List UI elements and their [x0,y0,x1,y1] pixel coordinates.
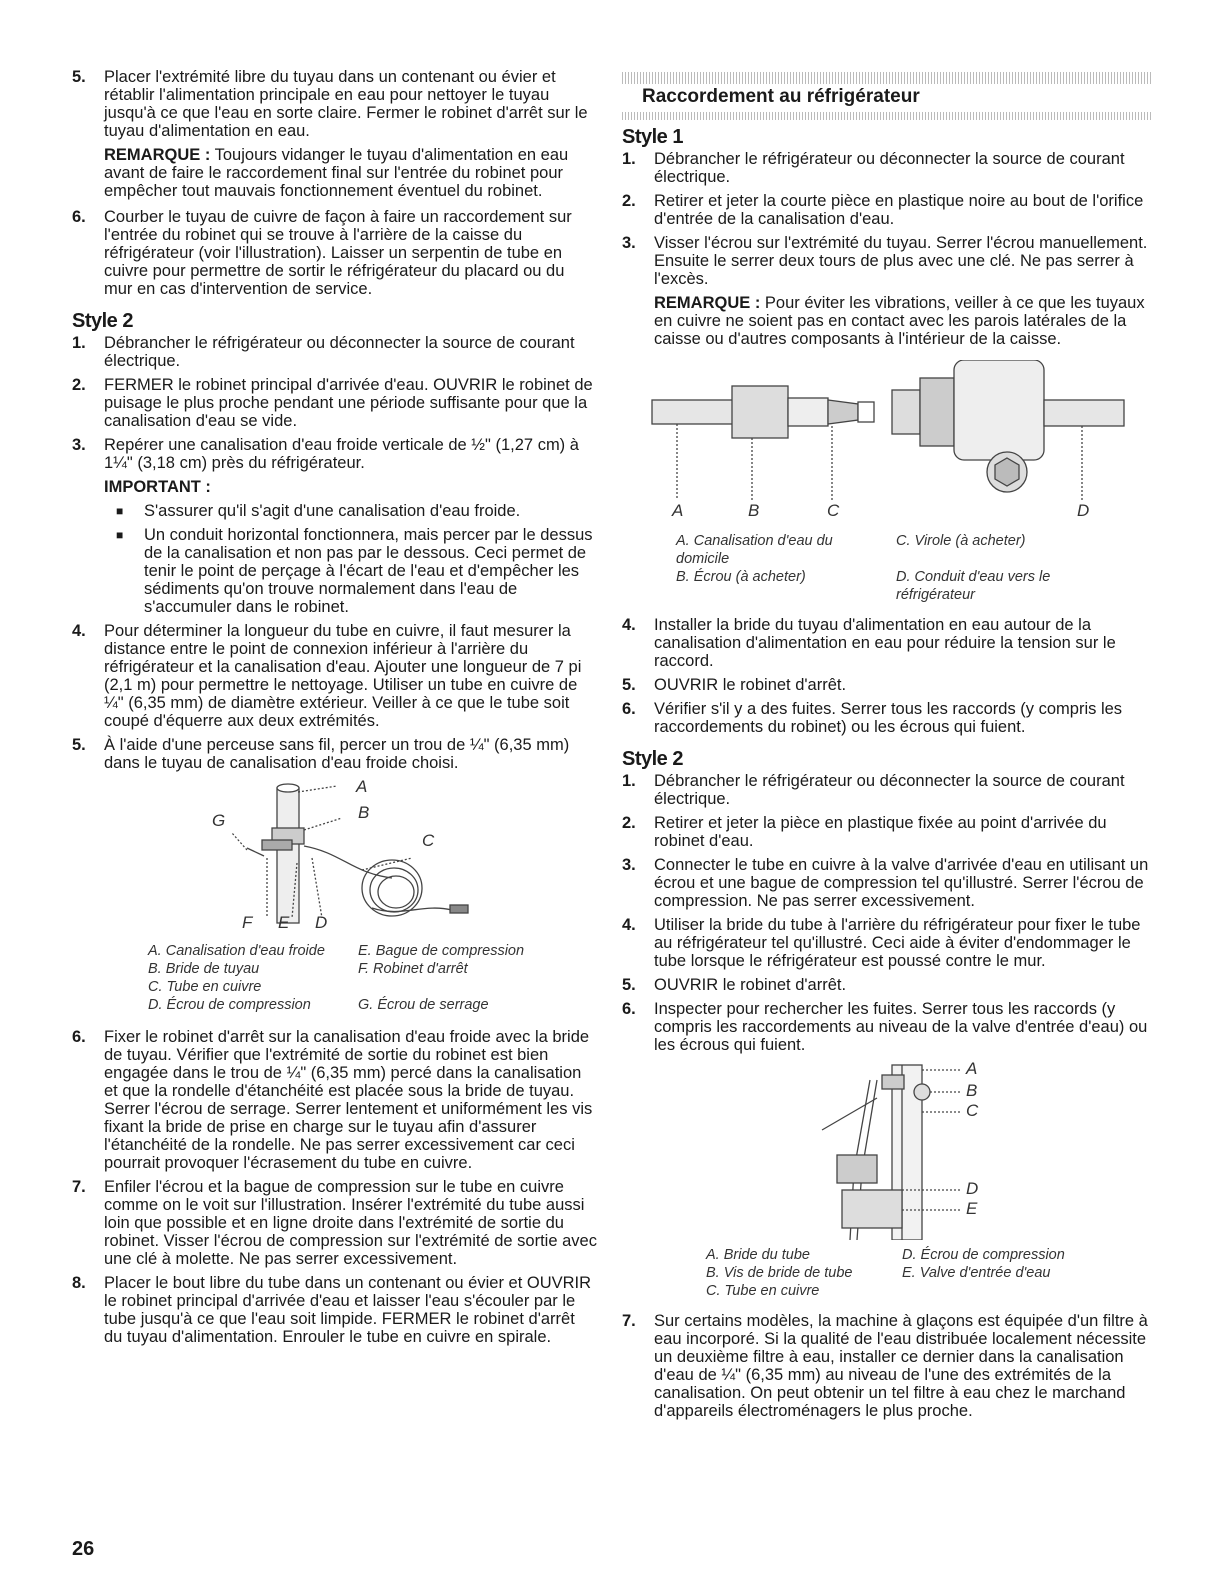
list-item [622,700,1152,736]
list-item [72,436,597,472]
inlet-valve-illustration [622,1060,1152,1240]
item-number: 8. [72,1274,86,1292]
item-number: 2. [622,192,636,210]
caption-entry: C. Tube en cuivre [706,1283,820,1299]
fig-label: E [278,913,290,932]
fig-label: D [315,913,328,932]
fig-label: B [358,803,370,822]
inlet-valve-drawing [622,1060,1152,1240]
fig-label: A [672,501,684,520]
list-item [622,976,1152,994]
fig-label: A [966,1059,978,1078]
item-number: 7. [72,1178,86,1196]
caption-entry: F. Robinet d'arrêt [358,961,468,977]
list-item [72,334,597,370]
item-number: 1. [72,334,86,352]
caption-entry: A. Bride du tube [706,1247,810,1263]
item-text: Débrancher le réfrigérateur ou déconnecter la source de courant électrique. [654,772,1125,808]
fig-label: D [1077,501,1090,520]
caption-entry: A. Canalisation d'eau du domicile [676,533,833,567]
caption-entry: D. Conduit d'eau vers le réfrigérateur [896,569,1051,603]
shutoff-valve-illustration [72,778,597,934]
list-item [622,234,1152,288]
list-item [72,736,597,772]
item-text: Visser l'écrou sur l'extrémité du tuyau. Serrer l'écrou manuellement. Ensuite le serrer deux tours de plus avec une clé. Ne pas serrer à l'excès. [654,234,1148,288]
item-text: Courber le tuyau de cuivre de façon à faire un raccordement sur l'entrée du robinet qui se trouve à l'arrière de la caisse du réfrigérateur (voir l'illustration). Laisser un serpentin de tube en cuivre pour permettre de sortir le réfrigérateur du placard ou du mur en cas d'intervention de service. [104,208,572,298]
item-number: 4. [72,622,86,640]
connection-drawing [622,360,1152,526]
item-text: Débrancher le réfrigérateur ou déconnecter la source de courant électrique. [104,334,575,370]
list-item [72,1274,597,1346]
item-text: Placer le bout libre du tube dans un contenant ou évier et OUVRIR le robinet principal d'arrivée d'eau et laisser l'eau s'écouler par le tube jusqu'à ce que l'eau soit limpide. FERMER le robinet d'arrêt du tuyau d'alimentation. Enrouler le tube en cuivre en spirale. [104,1274,592,1346]
list-item [72,208,597,298]
list-item [622,856,1152,910]
caption-entry [902,1282,1102,1300]
caption-entry: D. Écrou de compression [148,997,311,1013]
list-item [622,916,1152,970]
page-number: 26 [72,1538,95,1560]
list-item [622,814,1152,850]
item-text: Enfiler l'écrou et la bague de compression sur le tube en cuivre comme on le voit sur l'illustration. Insérer l'extrémité du tube aussi loin que possible et en ligne droite dans l'extrémité de sortie du robinet. Visser l'écrou de compression sur l'extrémité de sortie avec une clé à molette. Ne pas serrer excessivement. [104,1178,597,1268]
important-label: IMPORTANT : [104,478,211,496]
bullet-icon: ■ [116,504,124,518]
item-text: Vérifier s'il y a des fuites. Serrer tous les raccords (y compris les raccordements du robinet) ou les écrous qui fuient. [654,700,1123,736]
item-number: 3. [622,234,636,252]
style2-heading: Style 2 [622,748,683,770]
section-rule-bottom [622,112,1152,120]
item-text: Connecter le tube en cuivre à la valve d'arrivée d'eau en utilisant un écrou et une bague de compression tel qu'illustré. Serrer l'écrou de compression. Ne pas serrer excessivement. [654,856,1149,910]
section-rule-top [622,72,1152,84]
caption-entry: D. Écrou de compression [902,1247,1065,1263]
list-item [622,616,1152,670]
item-number: 5. [72,736,86,754]
left-column [72,68,597,1352]
item-number: 2. [622,814,636,832]
bullet-text: Un conduit horizontal fonctionnera, mais percer par le dessus de la canalisation et non pas par le dessous. Ceci permet de tenir le point de perçage à l'écart de l'eau et d'empêcher les sédiments qu'on trouve normalement dans l'eau de s'accumuler dans le robinet. [144,526,593,616]
fig-label: C [422,831,435,850]
note-label: REMARQUE : [104,146,211,164]
item-text: Inspecter pour rechercher les fuites. Serrer tous les raccords (y compris les raccordements au niveau de la valve d'entrée d'eau) ou les écrous qui fuient. [654,1000,1148,1054]
fig-label: C [966,1101,979,1120]
item-number: 5. [622,676,636,694]
style1-heading: Style 1 [622,126,683,148]
bullet-item [116,526,597,616]
caption-entry [358,978,558,996]
list-item [622,1000,1152,1054]
item-number: 4. [622,616,636,634]
caption-entry: B. Bride de tuyau [148,961,260,977]
fig-label: G [212,811,226,830]
item-number: 6. [72,1028,86,1046]
note-label: REMARQUE : [654,294,761,312]
caption-entry: C. Virole (à acheter) [896,533,1026,549]
item-text: OUVRIR le robinet d'arrêt. [654,676,847,694]
style2-heading: Style 2 [72,310,133,332]
fig-label: F [242,913,253,932]
note [104,146,597,200]
item-number: 6. [622,700,636,718]
item-number: 4. [622,916,636,934]
item-number: 5. [72,68,86,86]
item-number: 1. [622,772,636,790]
note-text: Pour éviter les vibrations, veiller à ce que les tuyaux en cuivre ne soient pas en contact avec les parois latérales de la caisse ou d'autres composants à l'intérieur de la caisse. [654,294,1145,348]
list-item [622,772,1152,808]
figure-caption [148,942,597,1014]
item-text: Retirer et jeter la courte pièce en plastique noire au bout de l'orifice d'entrée de la canalisation d'eau. [654,192,1144,228]
item-text: Repérer une canalisation d'eau froide verticale de ½" (1,27 cm) à 1¼" (3,18 cm) près du réfrigérateur. [104,436,579,472]
connection-illustration [622,360,1152,526]
item-number: 7. [622,1312,636,1330]
item-text: Pour déterminer la longueur du tube en cuivre, il faut mesurer la distance entre le point de connexion inférieur à l'arrière du réfrigérateur et la canalisation d'eau. Ajouter une longueur de 7 pi (2,1 m) pour permettre le nettoyage. Utiliser un tube en cuivre de ¼" (6,35 mm) de diamètre extérieur. Veiller à ce que le tube soit coupé d'équerre aux deux extrémités. [104,622,582,730]
item-number: 6. [72,208,86,226]
list-item [72,376,597,430]
item-number: 1. [622,150,636,168]
item-number: 6. [622,1000,636,1018]
item-text: Retirer et jeter la pièce en plastique fixée au point d'arrivée du robinet d'eau. [654,814,1107,850]
caption-entry: A. Canalisation d'eau froide [148,943,325,959]
caption-entry: B. Écrou (à acheter) [676,569,806,585]
item-text: À l'aide d'une perceuse sans fil, percer un trou de ¼" (6,35 mm) dans le tuyau de canalisation d'eau froide choisi. [104,736,570,772]
section-title: Raccordement au réfrigérateur [642,86,920,107]
list-item [72,622,597,730]
list-item [622,1312,1152,1420]
valve-drawing [72,778,597,934]
item-text: Débrancher le réfrigérateur ou déconnecter la source de courant électrique. [654,150,1125,186]
figure-caption [706,1246,1152,1300]
bullet-text: S'assurer qu'il s'agit d'une canalisation d'eau froide. [144,502,521,520]
item-text: FERMER le robinet principal d'arrivée d'eau. OUVRIR le robinet de puisage le plus proche pendant une période suffisante pour que la canalisation d'eau se vide. [104,376,593,430]
list-item [622,192,1152,228]
item-number: 3. [622,856,636,874]
note-text: Toujours vidanger le tuyau d'alimentation en eau avant de faire le raccordement final sur l'entrée du robinet pour empêcher tout mauvais fonctionnement éventuel du robinet. [104,146,569,200]
note [654,294,1152,348]
list-item [72,1178,597,1268]
fig-label: A [356,777,368,796]
bullet-item [116,502,597,520]
item-text: Utiliser la bride du tube à l'arrière du réfrigérateur pour fixer le tube au réfrigérateur tel qu'illustré. Ceci aide à éviter d'endommager le tube lorsque le réfrigérateur est poussé contre le mur. [654,916,1141,970]
item-text: Placer l'extrémité libre du tuyau dans un contenant ou évier et rétablir l'alimentation principale en eau pour nettoyer le tuyau jusqu'à ce que l'eau en sorte claire. Fermer le robinet d'arrêt sur le tuyau d'alimentation en eau. [104,68,588,140]
item-text: Sur certains modèles, la machine à glaçons est équipée d'un filtre à eau incorporé. Si la qualité de l'eau distribuée localement nécessite un deuxième filtre à eau, installer ce dernier dans la canalisation d'eau de ¼" (6,35 mm) au niveau de l'une des extrémités de la canalisation. On peut obtenir un tel filtre à eau chez le marchand d'appareils électroménagers le plus proche. [654,1312,1148,1420]
list-item [72,1028,597,1172]
list-item [622,676,1152,694]
caption-entry: B. Vis de bride de tube [706,1265,853,1281]
caption-entry: G. Écrou de serrage [358,997,489,1013]
right-column [622,72,1152,1426]
caption-entry: C. Tube en cuivre [148,979,262,995]
bullet-icon: ■ [116,528,124,542]
fig-label: D [966,1179,979,1198]
caption-entry: E. Valve d'entrée d'eau [902,1265,1051,1281]
list-item [72,68,597,140]
caption-entry: E. Bague de compression [358,943,525,959]
list-item [622,150,1152,186]
item-text: Installer la bride du tuyau d'alimentation en eau autour de la canalisation d'alimentation en eau pour réduire la tension sur le raccord. [654,616,1116,670]
figure-caption [676,532,1152,604]
item-text: Fixer le robinet d'arrêt sur la canalisation d'eau froide avec la bride de tuyau. Vérifier que l'extrémité de sortie du robinet est bien engagée dans le trou de ¼" (6,35 mm) percé dans la canalisation et que la rondelle d'étanchéité est placée sous la bride de tuyau. Serrer l'écrou de serrage. Serrer lentement et uniformément les vis fixant la bride de prise en charge sur le tuyau afin d'assurer l'étanchéité de la rondelle. Ne pas serrer excessivement car ceci pourrait provoquer l'écrasement du tube en cuivre. [104,1028,593,1172]
fig-label: B [748,501,760,520]
item-number: 3. [72,436,86,454]
item-number: 2. [72,376,86,394]
item-text: OUVRIR le robinet d'arrêt. [654,976,847,994]
item-number: 5. [622,976,636,994]
fig-label: B [966,1081,978,1100]
fig-label: E [966,1199,978,1218]
fig-label: C [827,501,840,520]
